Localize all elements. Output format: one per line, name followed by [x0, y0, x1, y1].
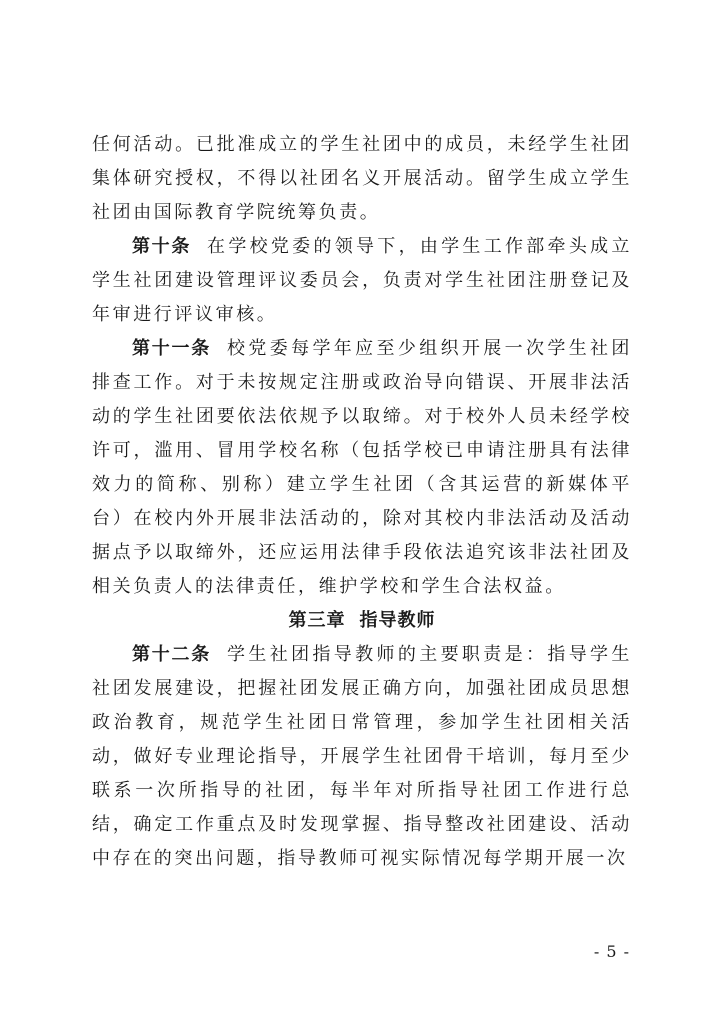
- article-12: [92, 638, 632, 876]
- chapter-title: 指导教师: [359, 610, 436, 631]
- article-text: 在学校党委的领导下，由学生工作部牵头成立学生社团建设管理评议委员会，负责对学生社团注册登记及年审进行评议审核。: [92, 236, 632, 325]
- article-11: [92, 332, 632, 604]
- paragraph-text: 任何活动。已批准成立的学生社团中的成员，未经学生社团集体研究授权，不得以社团名义开展活动。留学生成立学生社团由国际教育学院统筹负责。: [92, 134, 632, 223]
- paragraph-continuation: [92, 128, 632, 230]
- article-10: [92, 230, 632, 332]
- chapter-number: 第三章: [288, 610, 346, 631]
- article-text: 校党委每学年应至少组织开展一次学生社团排查工作。对于未按规定注册或政治导向错误、开展非法活动的学生社团要依法依规予以取缔。对于校外人员未经学校许可，滥用、冒用学校名称（包括学校已申请注册具有法律效力的简称、别称）建立学生社团（含其运营的新媒体平台）在校内外开展非法活动的，除对其校内非法活动及活动据点予以取缔外，还应运用法律手段依法追究该非法社团及相关负责人的法律责任，维护学校和学生合法权益。: [92, 338, 633, 597]
- chapter-heading: [92, 604, 632, 638]
- article-text: 学生社团指导教师的主要职责是：指导学生社团发展建设，把握社团发展正确方向，加强社团成员思想政治教育，规范学生社团日常管理，参加学生社团相关活动，做好专业理论指导，开展学生社团骨干培训，每月至少联系一次所指导的社团，每半年对所指导社团工作进行总结，确定工作重点及时发现掌握、指导整改社团建设、活动中存在的突出问题，指导教师可视实际情况每学期开展一次: [92, 644, 633, 869]
- article-number: 第十二条: [132, 644, 212, 665]
- page-number: - 5 -: [593, 942, 630, 961]
- article-number: 第十条: [132, 236, 192, 257]
- document-body: [92, 128, 632, 876]
- article-number: 第十一条: [132, 338, 212, 359]
